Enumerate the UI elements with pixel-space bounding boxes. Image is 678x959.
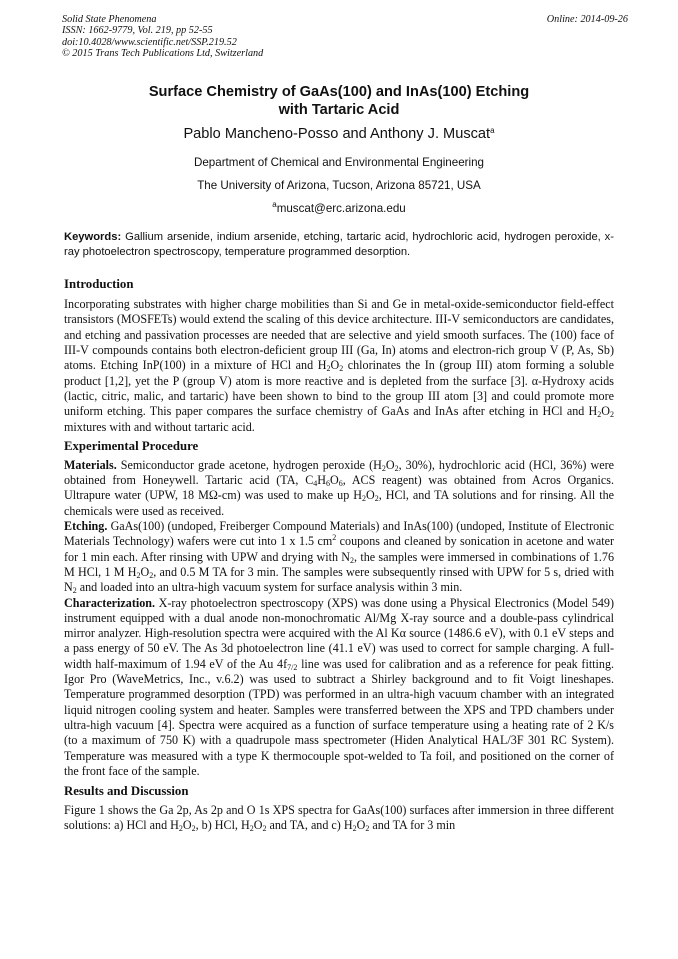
email-line (64, 201, 614, 216)
section-heading-results: Results and Discussion (64, 784, 189, 799)
doi-line: doi:10.4028/www.scientific.net/SSP.219.52 (62, 36, 237, 48)
keywords-label: Keywords: (64, 231, 122, 244)
authors-text: Pablo Mancheno-Posso and Anthony J. Muscat (183, 126, 491, 143)
paper-title (64, 84, 614, 119)
title-line-1: Surface Chemistry of GaAs(100) and InAs(100) Etching (148, 84, 530, 101)
affiliation-block (64, 155, 614, 216)
etching-label: Etching. (64, 519, 108, 534)
intro-paragraph: Incorporating substrates with higher charge mobilities than Si and Ge in metal-oxide-semiconductor field-effect transistors (MOSFETs) would extend the scaling of this device architecture. III-V semiconductors are candidates, and etching and passivation processes are needed that are selective and yield smooth surfaces. The (100) face of III-V compounds contains both electron-deficient group III (Ga, In) atoms and electron-rich group V (P, As, Sb) atoms. Etching InP(100) in a mixture of HCl and $H_2O_2$ chlorinates the In (group III) atom forming a soluble product [1,2], yet the P (group V) atom is more reactive and is depleted from the surface [3]. α-Hydroxy acids (lactic, citric, malic, and tartaric) have been shown to bind to the group III atom [3] and could promote more uniform etching. This paper compares the surface chemistry of GaAs and InAs after etching in HCl and $H_2O_2$ mixtures with and without tartaric acid. (64, 297, 614, 434)
university: The University of Arizona, Tucson, Arizona 85721, USA (197, 179, 481, 193)
materials-paragraph: Materials. Semiconductor grade acetone, hydrogen peroxide ($H_2O_2$, 30%), hydrochloric acid (HCl, 36%) were obtained from Honeywell. Tartaric acid (TA, $C_4H_6O_6$, ACS reagent) was obtained from Acros Organics. Ultrapure water (UPW, 18 MΩ-cm) was used to make up $H_2O_2$, HCl, and TA solutions and for rinsing. All the chemicals were used as received. (64, 457, 615, 518)
results-paragraph: Figure 1 shows the Ga 2p, As 2p and O 1s XPS spectra for GaAs(100) surfaces after immersion in three different solutions: a) HCl and $H_2O_2$, b) HCl, $H_2O_2$ and TA, and c) $H_2O_2$ and TA for 3 min (64, 803, 614, 834)
copyright-line: © 2015 Trans Tech Publications Ltd, Switzerland (62, 47, 264, 59)
issn-line: ISSN: 1662-9779, Vol. 219, pp 52-55 (62, 25, 213, 37)
author-list (64, 126, 614, 143)
section-heading-experimental: Experimental Procedure (64, 438, 199, 453)
department: Department of Chemical and Environmental Engineering (193, 156, 484, 170)
section-heading-introduction: Introduction (64, 277, 134, 292)
journal-header (62, 14, 628, 59)
keywords (64, 230, 614, 260)
journal-name: Solid State Phenomena (62, 14, 157, 25)
characterization-label: Characterization. (64, 595, 156, 610)
keywords-text: Gallium arsenide, indium arsenide, etching, tartaric acid, hydrochloric acid, hydrogen peroxide, x-ray photoelectron spectroscopy, temperature programmed desorption. (64, 231, 615, 259)
characterization-paragraph: Characterization. X-ray photoelectron spectroscopy (XPS) was done using a Physical Electronics (Model 549) instrument equipped with a dual anode non-monochromatic Al/Mg X-ray source and a double-pass cylindrical mirror analyzer. High-resolution spectra were acquired with the Al Kα source (1486.6 eV), with 0.1 eV steps and a pass energy of 50 eV. The As 3d photoelectron line (41.1 eV) was used to correct for sample charging. A full-width half-maximum of 1.94 eV of the Au $4f_{7/2}$ line was used for calibration and as a reference for peak fitting. Igor Pro (WaveMetrics, Inc., v.6.2) was used to subtract a Shirley background and to fit Voigt lineshapes. Temperature programmed desorption (TPD) was performed in an ultra-high vacuum chamber with an integrated liquid nitrogen cooling system and heater. Samples were transferred between the XPS and TPD chambers under ultra-high vacuum [4]. Spectra were acquired as a function of surface temperature using a heating rate of 2 K/s (to a maximum of 750 K) with a quadrupole mass spectrometer (Hiden Analytical HAL/3F 301 RC System). Temperature was measured with a type K thermocouple spot-welded to Ta foil, and positioned on the corner of the front face of the sample. (64, 595, 615, 778)
etching-paragraph: Etching. GaAs(100) (undoped, Freiberger Compound Materials) and InAs(100) (undoped, Institute of Electronic Materials Technology) wafers were cut into 1 x 1.5 $cm^2$ coupons and cleaned by sonication in acetone and water for 1 min each. After rinsing with UPW and drying with $N_2$, the samples were immersed in combinations of 1.76 M HCl, 1 M $H_2O_2$, and 0.5 M TA for 3 min. The samples were subsequently rinsed with UPW for 5 s, dried with $N_2$ and loaded into an ultra-high vacuum system for surface analysis within 3 min. (64, 519, 615, 596)
email-address: muscat@erc.arizona.edu (276, 202, 406, 216)
email-mark: a (272, 200, 277, 210)
title-line-2: with Tartaric Acid (278, 101, 400, 118)
online-date: Online: 2014-09-26 (546, 14, 628, 25)
materials-label: Materials. (64, 457, 117, 472)
author-affil-mark: a (490, 126, 495, 136)
